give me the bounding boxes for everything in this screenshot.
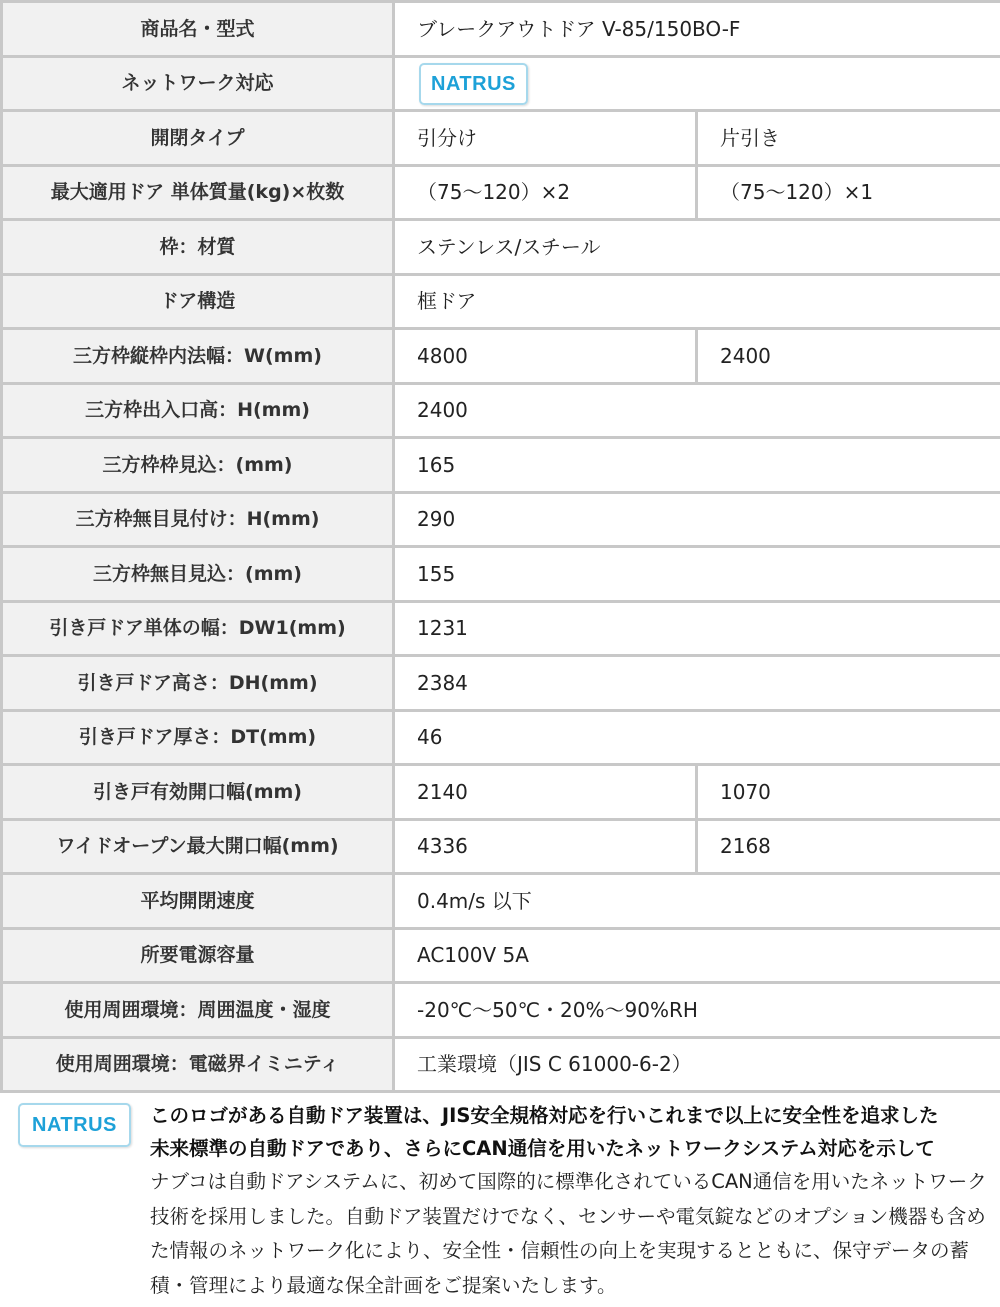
row-label: 引き戸ドア厚さ：DT(mm)	[2, 710, 394, 765]
row-value: AC100V 5A	[394, 928, 1000, 983]
row-value: 4800	[394, 329, 697, 384]
table-row	[2, 492, 1000, 547]
row-value: 2400	[394, 383, 1000, 438]
row-value: 1231	[394, 601, 1000, 656]
table-row	[2, 220, 1000, 275]
table-row	[2, 165, 1000, 220]
row-value: 工業環境（JIS C 61000-6-2）	[394, 1037, 1000, 1092]
row-value: 290	[394, 492, 1000, 547]
table-row	[2, 765, 1000, 820]
row-value: ブレークアウトドア V-85/150BO-F	[394, 2, 1000, 57]
row-value: 2140	[394, 765, 697, 820]
row-value: 46	[394, 710, 1000, 765]
table-row	[2, 656, 1000, 711]
table-row	[2, 1037, 1000, 1092]
table-row	[2, 983, 1000, 1038]
table-row	[2, 547, 1000, 602]
row-value: -20℃～50℃・20%～90%RH	[394, 983, 1000, 1038]
notes-text	[150, 1099, 996, 1303]
row-value: 框ドア	[394, 274, 1000, 329]
row-label: ネットワーク対応	[2, 56, 394, 111]
table-row	[2, 438, 1000, 493]
natrus-logo-badge: NATRUS	[419, 63, 528, 105]
row-value: 155	[394, 547, 1000, 602]
row-value-secondary: 1070	[697, 765, 1000, 820]
row-value: 165	[394, 438, 1000, 493]
row-label: ワイドオープン最大開口幅(mm)	[2, 819, 394, 874]
row-label: 引き戸ドア単体の幅：DW1(mm)	[2, 601, 394, 656]
row-label: 開閉タイプ	[2, 111, 394, 166]
row-label: 三方枠無目見込：(mm)	[2, 547, 394, 602]
row-label: 最大適用ドア 単体質量(kg)×枚数	[2, 165, 394, 220]
row-value-secondary: 2168	[697, 819, 1000, 874]
row-value: ステンレス/スチール	[394, 220, 1000, 275]
row-value: 0.4m/s 以下	[394, 874, 1000, 929]
natrus-logo-badge: NATRUS	[18, 1103, 131, 1147]
row-value-secondary: 片引き	[697, 111, 1000, 166]
row-label: 平均開閉速度	[2, 874, 394, 929]
row-value: （75～120）×2	[394, 165, 697, 220]
notes-body: ナブコは自動ドアシステムに、初めて国際的に標準化されているCAN通信を用いたネットワーク技術を採用しました。自動ドア装置だけでなく、センサーや電気錠などのオプション機器も含めた情報のネットワーク化により、安全性・信頼性の向上を実現するとともに、保守データの蓄積・管理により最適な保全計画をご提案いたします。	[150, 1170, 987, 1297]
row-label: 三方枠無目見付け：H(mm)	[2, 492, 394, 547]
table-row	[2, 383, 1000, 438]
row-label: 三方枠枠見込：(mm)	[2, 438, 394, 493]
table-row	[2, 819, 1000, 874]
table-row	[2, 874, 1000, 929]
row-label: 使用周囲環境：電磁界イミニティ	[2, 1037, 394, 1092]
row-value	[394, 56, 1000, 111]
notes-bold-line: 未来標準の自動ドアであり、さらにCAN通信を用いたネットワークシステム対応を示して	[150, 1137, 935, 1160]
row-label: 引き戸ドア高さ：DH(mm)	[2, 656, 394, 711]
table-row	[2, 2, 1000, 57]
table-row	[2, 928, 1000, 983]
table-row	[2, 601, 1000, 656]
row-value-secondary: （75～120）×1	[697, 165, 1000, 220]
natrus-notes	[0, 1093, 1000, 1307]
row-value: 2384	[394, 656, 1000, 711]
row-value-secondary: 2400	[697, 329, 1000, 384]
notes-bold-line: このロゴがある自動ドア装置は、JIS安全規格対応を行いこれまで以上に安全性を追求した	[150, 1104, 939, 1127]
table-row	[2, 710, 1000, 765]
row-value: 4336	[394, 819, 697, 874]
table-row	[2, 274, 1000, 329]
row-label: 枠：材質	[2, 220, 394, 275]
table-row	[2, 111, 1000, 166]
row-label: 三方枠出入口高：H(mm)	[2, 383, 394, 438]
table-row	[2, 329, 1000, 384]
row-label: 商品名・型式	[2, 2, 394, 57]
row-label: ドア構造	[2, 274, 394, 329]
row-value: 引分け	[394, 111, 697, 166]
row-label: 引き戸有効開口幅(mm)	[2, 765, 394, 820]
table-row	[2, 56, 1000, 111]
row-label: 所要電源容量	[2, 928, 394, 983]
row-label: 三方枠縦枠内法幅：W(mm)	[2, 329, 394, 384]
row-label: 使用周囲環境：周囲温度・湿度	[2, 983, 394, 1038]
